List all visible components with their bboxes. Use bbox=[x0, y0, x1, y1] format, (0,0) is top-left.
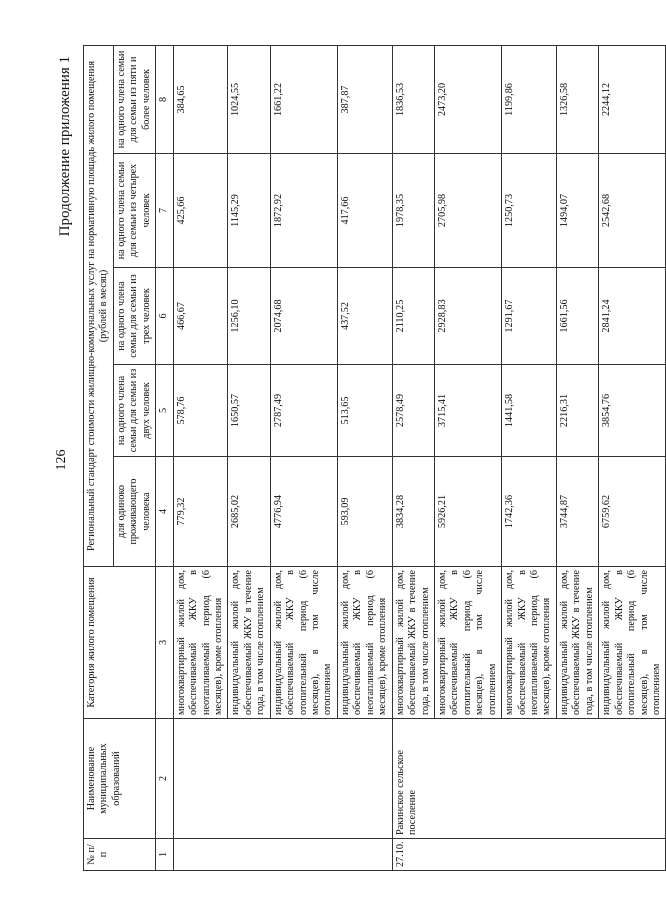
value-family-4: 1145,29 bbox=[228, 154, 270, 268]
value-family-3: 466,67 bbox=[173, 268, 228, 365]
value-family-2: 3715,41 bbox=[434, 365, 501, 457]
row-number: 27.10. bbox=[392, 839, 666, 871]
housing-category: многоквартирный жилой дом, обеспечиваемый ЖКУ в неотапливаемый период (6 месяцев), кроме отопления bbox=[502, 567, 557, 719]
header-single: для одиноко проживающего человека bbox=[113, 457, 155, 567]
housing-category: индивидуальный жилой дом, обеспечиваемый ЖКУ в отопительный период (6 месяцев), в том числе отоплением bbox=[599, 567, 666, 719]
value-family-3: 2110,25 bbox=[392, 268, 434, 365]
page-number: 126 bbox=[54, 449, 69, 471]
municipality-name bbox=[173, 719, 392, 839]
value-family-2: 2578,49 bbox=[392, 365, 434, 457]
column-number: 2 bbox=[156, 719, 173, 839]
value-family-2: 3854,76 bbox=[599, 365, 666, 457]
column-number: 6 bbox=[156, 268, 173, 365]
value-single: 1742,36 bbox=[502, 457, 557, 567]
column-number: 8 bbox=[156, 45, 173, 153]
value-family-2: 578,76 bbox=[173, 365, 228, 457]
value-family-4: 2705,98 bbox=[434, 154, 501, 268]
value-single: 6759,62 bbox=[599, 457, 666, 567]
header-family-4: на одного члена семьи для семьи из четырех человек bbox=[113, 154, 155, 268]
table-row bbox=[392, 45, 434, 870]
value-single: 779,32 bbox=[173, 457, 228, 567]
header-number: № п/п bbox=[84, 839, 156, 871]
column-number: 3 bbox=[156, 567, 173, 719]
housing-category: индивидуальный жилой дом, обеспечиваемый ЖКУ в течение года, в том числе отоплением bbox=[228, 567, 270, 719]
table-row bbox=[173, 45, 228, 870]
rotated-page-content bbox=[57, 46, 662, 871]
value-family-5: 1024,55 bbox=[228, 45, 270, 153]
housing-category: многоквартирный жилой дом, обеспечиваемый ЖКУ в течение года, в том числе отоплением bbox=[392, 567, 434, 719]
housing-category: индивидуальный жилой дом, обеспечиваемый ЖКУ в отопительный период (6 месяцев), в том числе отоплением bbox=[270, 567, 337, 719]
value-family-3: 1291,67 bbox=[502, 268, 557, 365]
value-single: 593,09 bbox=[337, 457, 392, 567]
value-family-5: 1326,58 bbox=[556, 45, 598, 153]
row-number bbox=[173, 839, 392, 871]
value-single: 4776,94 bbox=[270, 457, 337, 567]
municipality-name: Ракинское сельское поселение bbox=[392, 719, 666, 839]
column-number: 1 bbox=[156, 839, 173, 871]
value-family-2: 1650,57 bbox=[228, 365, 270, 457]
value-family-3: 2074,68 bbox=[270, 268, 337, 365]
value-family-5: 2244,12 bbox=[599, 45, 666, 153]
value-family-3: 2928,83 bbox=[434, 268, 501, 365]
value-family-4: 1494,07 bbox=[556, 154, 598, 268]
housing-category: многоквартирный жилой дом, обеспечиваемый ЖКУ в неотапливаемый период (6 месяцев), кроме отопления bbox=[173, 567, 228, 719]
value-family-4: 1978,35 bbox=[392, 154, 434, 268]
column-number: 4 bbox=[156, 457, 173, 567]
value-family-2: 513,65 bbox=[337, 365, 392, 457]
header-category: Категория жилого помещения bbox=[84, 567, 156, 719]
value-single: 2685,02 bbox=[228, 457, 270, 567]
column-number: 7 bbox=[156, 154, 173, 268]
value-family-2: 2787,49 bbox=[270, 365, 337, 457]
value-family-4: 425,66 bbox=[173, 154, 228, 268]
value-single: 3744,87 bbox=[556, 457, 598, 567]
value-family-5: 384,65 bbox=[173, 45, 228, 153]
header-family-3: на одного члена семьи для семьи из трех человек bbox=[113, 268, 155, 365]
column-number: 5 bbox=[156, 365, 173, 457]
value-family-3: 2841,24 bbox=[599, 268, 666, 365]
value-single: 3834,28 bbox=[392, 457, 434, 567]
value-single: 5926,21 bbox=[434, 457, 501, 567]
value-family-5: 1199,86 bbox=[502, 45, 557, 153]
housing-category: индивидуальный жилой дом, обеспечиваемый ЖКУ в неотапливаемый период (6 месяцев), кроме отопления bbox=[337, 567, 392, 719]
value-family-3: 1661,56 bbox=[556, 268, 598, 365]
value-family-3: 1256,10 bbox=[228, 268, 270, 365]
appendix-title: Продолжение приложения 1 bbox=[57, 56, 73, 237]
header-family-5: на одного члена семьи для семьи из пяти и более человек bbox=[113, 45, 155, 153]
header-regional-standard: Региональный стандарт стоимости жилищно-коммунальных услуг на нормативную площадь жилого помещения (рублей в месяц) bbox=[84, 45, 114, 566]
value-family-4: 2542,68 bbox=[599, 154, 666, 268]
header-municipality: Наименование муниципальных образований bbox=[84, 719, 156, 839]
value-family-5: 1836,53 bbox=[392, 45, 434, 153]
housing-category: индивидуальный жилой дом, обеспечиваемый ЖКУ в течение года, в том числе отоплением bbox=[556, 567, 598, 719]
value-family-2: 2216,31 bbox=[556, 365, 598, 457]
housing-category: многоквартирный жилой дом, обеспечиваемый ЖКУ в отопительный период (6 месяцев), в том числе отоплением bbox=[434, 567, 501, 719]
regional-standard-table bbox=[83, 45, 666, 871]
value-family-2: 1441,58 bbox=[502, 365, 557, 457]
value-family-4: 1872,92 bbox=[270, 154, 337, 268]
value-family-3: 437,52 bbox=[337, 268, 392, 365]
value-family-5: 2473,20 bbox=[434, 45, 501, 153]
value-family-4: 1250,73 bbox=[502, 154, 557, 268]
header-family-2: на одного члена семьи для семьи из двух человек bbox=[113, 365, 155, 457]
value-family-4: 417,66 bbox=[337, 154, 392, 268]
value-family-5: 387,87 bbox=[337, 45, 392, 153]
value-family-5: 1661,22 bbox=[270, 45, 337, 153]
